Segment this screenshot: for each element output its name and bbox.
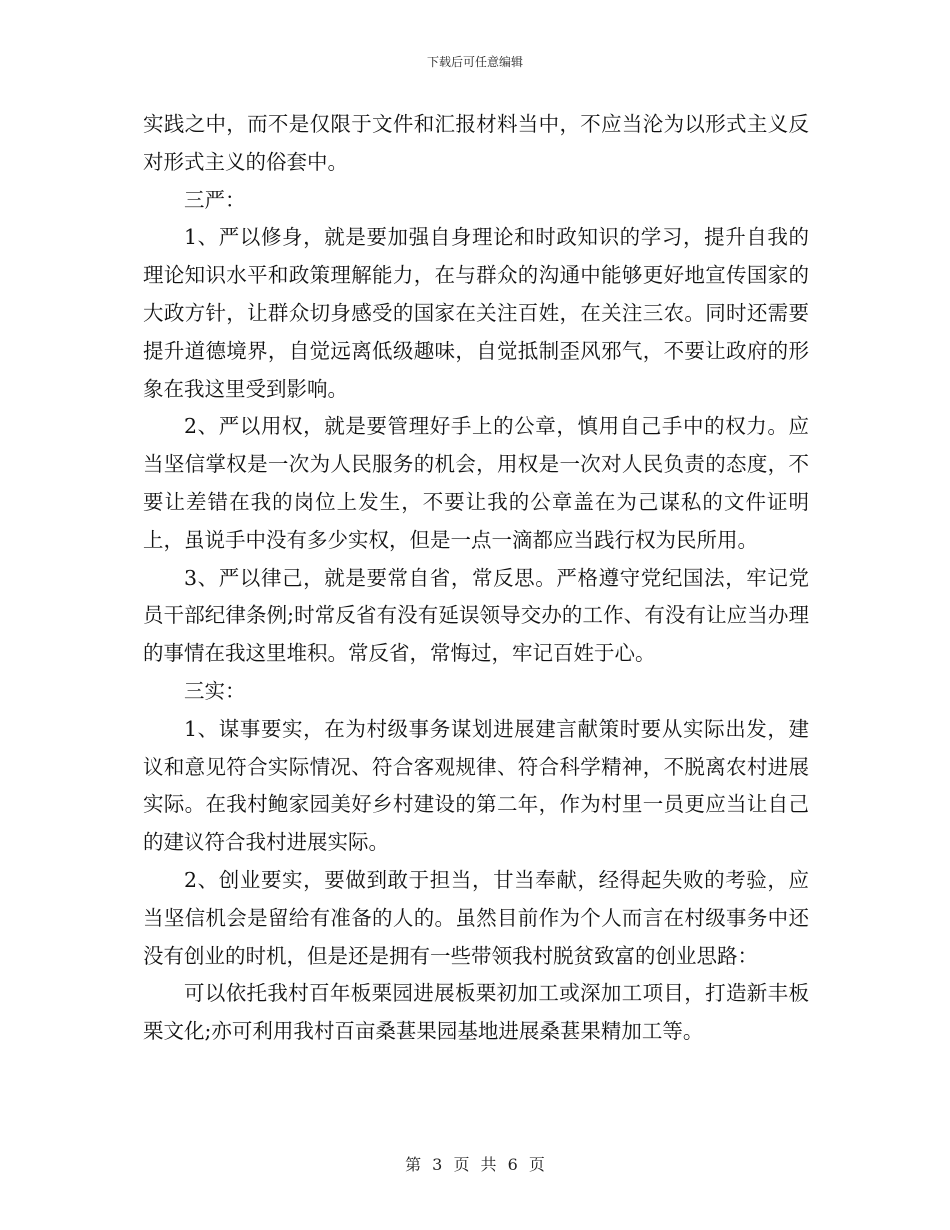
page-header: 下载后可任意编辑 <box>426 55 523 69</box>
paragraph-strict-self-discipline: 3、严以律己，就是要常自省，常反思。严格遵守党纪国法，牢记党员干部纪律条例;时常反省有没有延误领导交办的工作、有没有让应当办理的事情在我这里堆积。常反省，常悔过，牢记百姓于心。 <box>143 565 809 666</box>
section-heading-three-strict: 三严： <box>184 187 246 212</box>
paragraph-continuation: 实践之中，而不是仅限于文件和汇报材料当中，不应当沦为以形式主义反对形式主义的俗套中。 <box>143 112 809 174</box>
section-heading-three-practical: 三实： <box>184 678 246 703</box>
paragraph-strict-use-of-power: 2、严以用权，就是要管理好手上的公章，慎用自己手中的权力。应当坚信掌权是一次为人民服务的机会，用权是一次对人民负责的态度，不要让差错在我的岗位上发生，不要让我的公章盖在为己谋私的文件证明上，虽说手中没有多少实权，但是一点一滴都应当践行权为民所用。 <box>143 414 809 552</box>
paragraph-practical-entrepreneurship: 2、创业要实，要做到敢于担当，甘当奉献，经得起失败的考验，应当坚信机会是留给有准备的人的。虽然目前作为个人而言在村级事务中还没有创业的时机，但是还是拥有一些带领我村脱贫致富的创业思路： <box>143 867 809 968</box>
paragraph-business-ideas: 可以依托我村百年板栗园进展板栗初加工或深加工项目，打造新丰板栗文化;亦可利用我村百亩桑葚果园基地进展桑葚果精加工等。 <box>143 981 809 1044</box>
paragraph-practical-planning: 1、谋事要实，在为村级事务谋划进展建言献策时要从实际出发，建议和意见符合实际情况、符合客观规律、符合科学精神，不脱离农村进展实际。在我村鲍家园美好乡村建设的第二年，作为村里一员更应当让自己的建议符合我村进展实际。 <box>143 716 809 855</box>
document-body <box>143 106 809 1051</box>
page-number-footer: 第 3 页 共 6 页 <box>405 1155 545 1174</box>
paragraph-strict-self-cultivation: 1、严以修身，就是要加强自身理论和时政知识的学习，提升自我的理论知识水平和政策理解能力，在与群众的沟通中能够更好地宣传国家的大政方针，让群众切身感受的国家在关注百姓，在关注三农。同时还需要提升道德境界，自觉远离低级趣味，自觉抵制歪风邪气，不要让政府的形象在我这里受到影响。 <box>143 225 809 401</box>
